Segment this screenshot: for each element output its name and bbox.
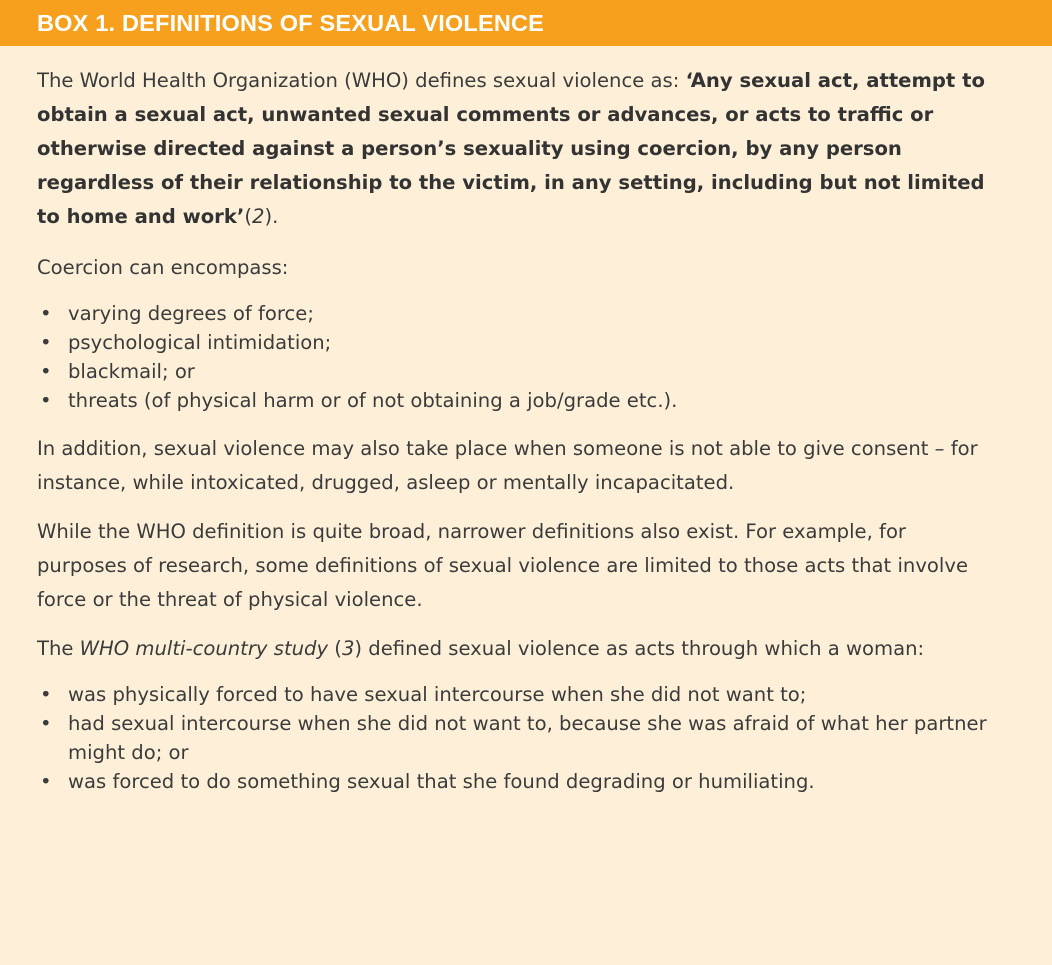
bullet-icon: • <box>40 331 52 354</box>
coercion-list <box>37 299 992 415</box>
list-item-text: had sexual intercourse when she did not want to, because she was afraid of what her partner might do; or <box>68 712 987 764</box>
narrower-definitions-paragraph: While the WHO definition is quite broad, narrower definitions also exist. For example, for purposes of research, some definitions of sexual violence are limited to those acts that involve force or the threat of physical violence. <box>37 520 968 611</box>
who-definition-lead: The World Health Organization (WHO) defines sexual violence as: <box>37 69 686 92</box>
who-definition-quote: ‘Any sexual act, attempt to obtain a sexual act, unwanted sexual comments or advances, or acts to traffic or otherwise directed against a person’s sexuality using coercion, by any person regardless of their relationship to the victim, in any setting, including but not limited to home and work’ <box>37 69 985 228</box>
list-item <box>37 299 992 328</box>
study-title: WHO multi-country study <box>79 637 329 660</box>
list-item-text: varying degrees of force; <box>68 302 314 325</box>
who-definition-paragraph <box>37 64 992 234</box>
consent-paragraph: In addition, sexual violence may also take place when someone is not able to give consent – for instance, while intoxicated, drugged, asleep or mentally incapacitated. <box>37 437 978 494</box>
bullet-icon: • <box>40 683 52 706</box>
list-item <box>37 357 992 386</box>
coercion-intro: Coercion can encompass: <box>37 256 289 279</box>
box-title: BOX 1. DEFINITIONS OF SEXUAL VIOLENCE <box>37 9 545 36</box>
citation-ref: 3 <box>341 637 355 660</box>
multi-country-study-paragraph <box>37 632 992 666</box>
citation-ref: 2 <box>251 205 265 228</box>
citation-open: ( <box>328 637 342 660</box>
list-item-text: threats (of physical harm or of not obtaining a job/grade etc.). <box>68 389 678 412</box>
list-item <box>37 386 992 415</box>
list-item <box>37 767 992 796</box>
box-header <box>0 0 1052 46</box>
list-item <box>37 709 992 767</box>
bullet-icon: • <box>40 389 52 412</box>
bullet-icon: • <box>40 712 52 735</box>
study-lead: The <box>37 637 80 660</box>
list-item <box>37 680 992 709</box>
study-rest: ) defined sexual violence as acts through which a woman: <box>354 637 925 660</box>
bullet-icon: • <box>40 770 52 793</box>
bullet-icon: • <box>40 360 52 383</box>
list-item-text: was forced to do something sexual that she found degrading or humiliating. <box>68 770 815 793</box>
list-item-text: was physically forced to have sexual intercourse when she did not want to; <box>68 683 807 706</box>
bullet-icon: • <box>40 302 52 325</box>
citation-open: ( <box>244 205 252 228</box>
list-item-text: psychological intimidation; <box>68 331 332 354</box>
list-item-text: blackmail; or <box>68 360 195 383</box>
box-content <box>0 46 1052 796</box>
citation-close: ). <box>264 205 279 228</box>
list-item <box>37 328 992 357</box>
study-criteria-list <box>37 680 992 796</box>
